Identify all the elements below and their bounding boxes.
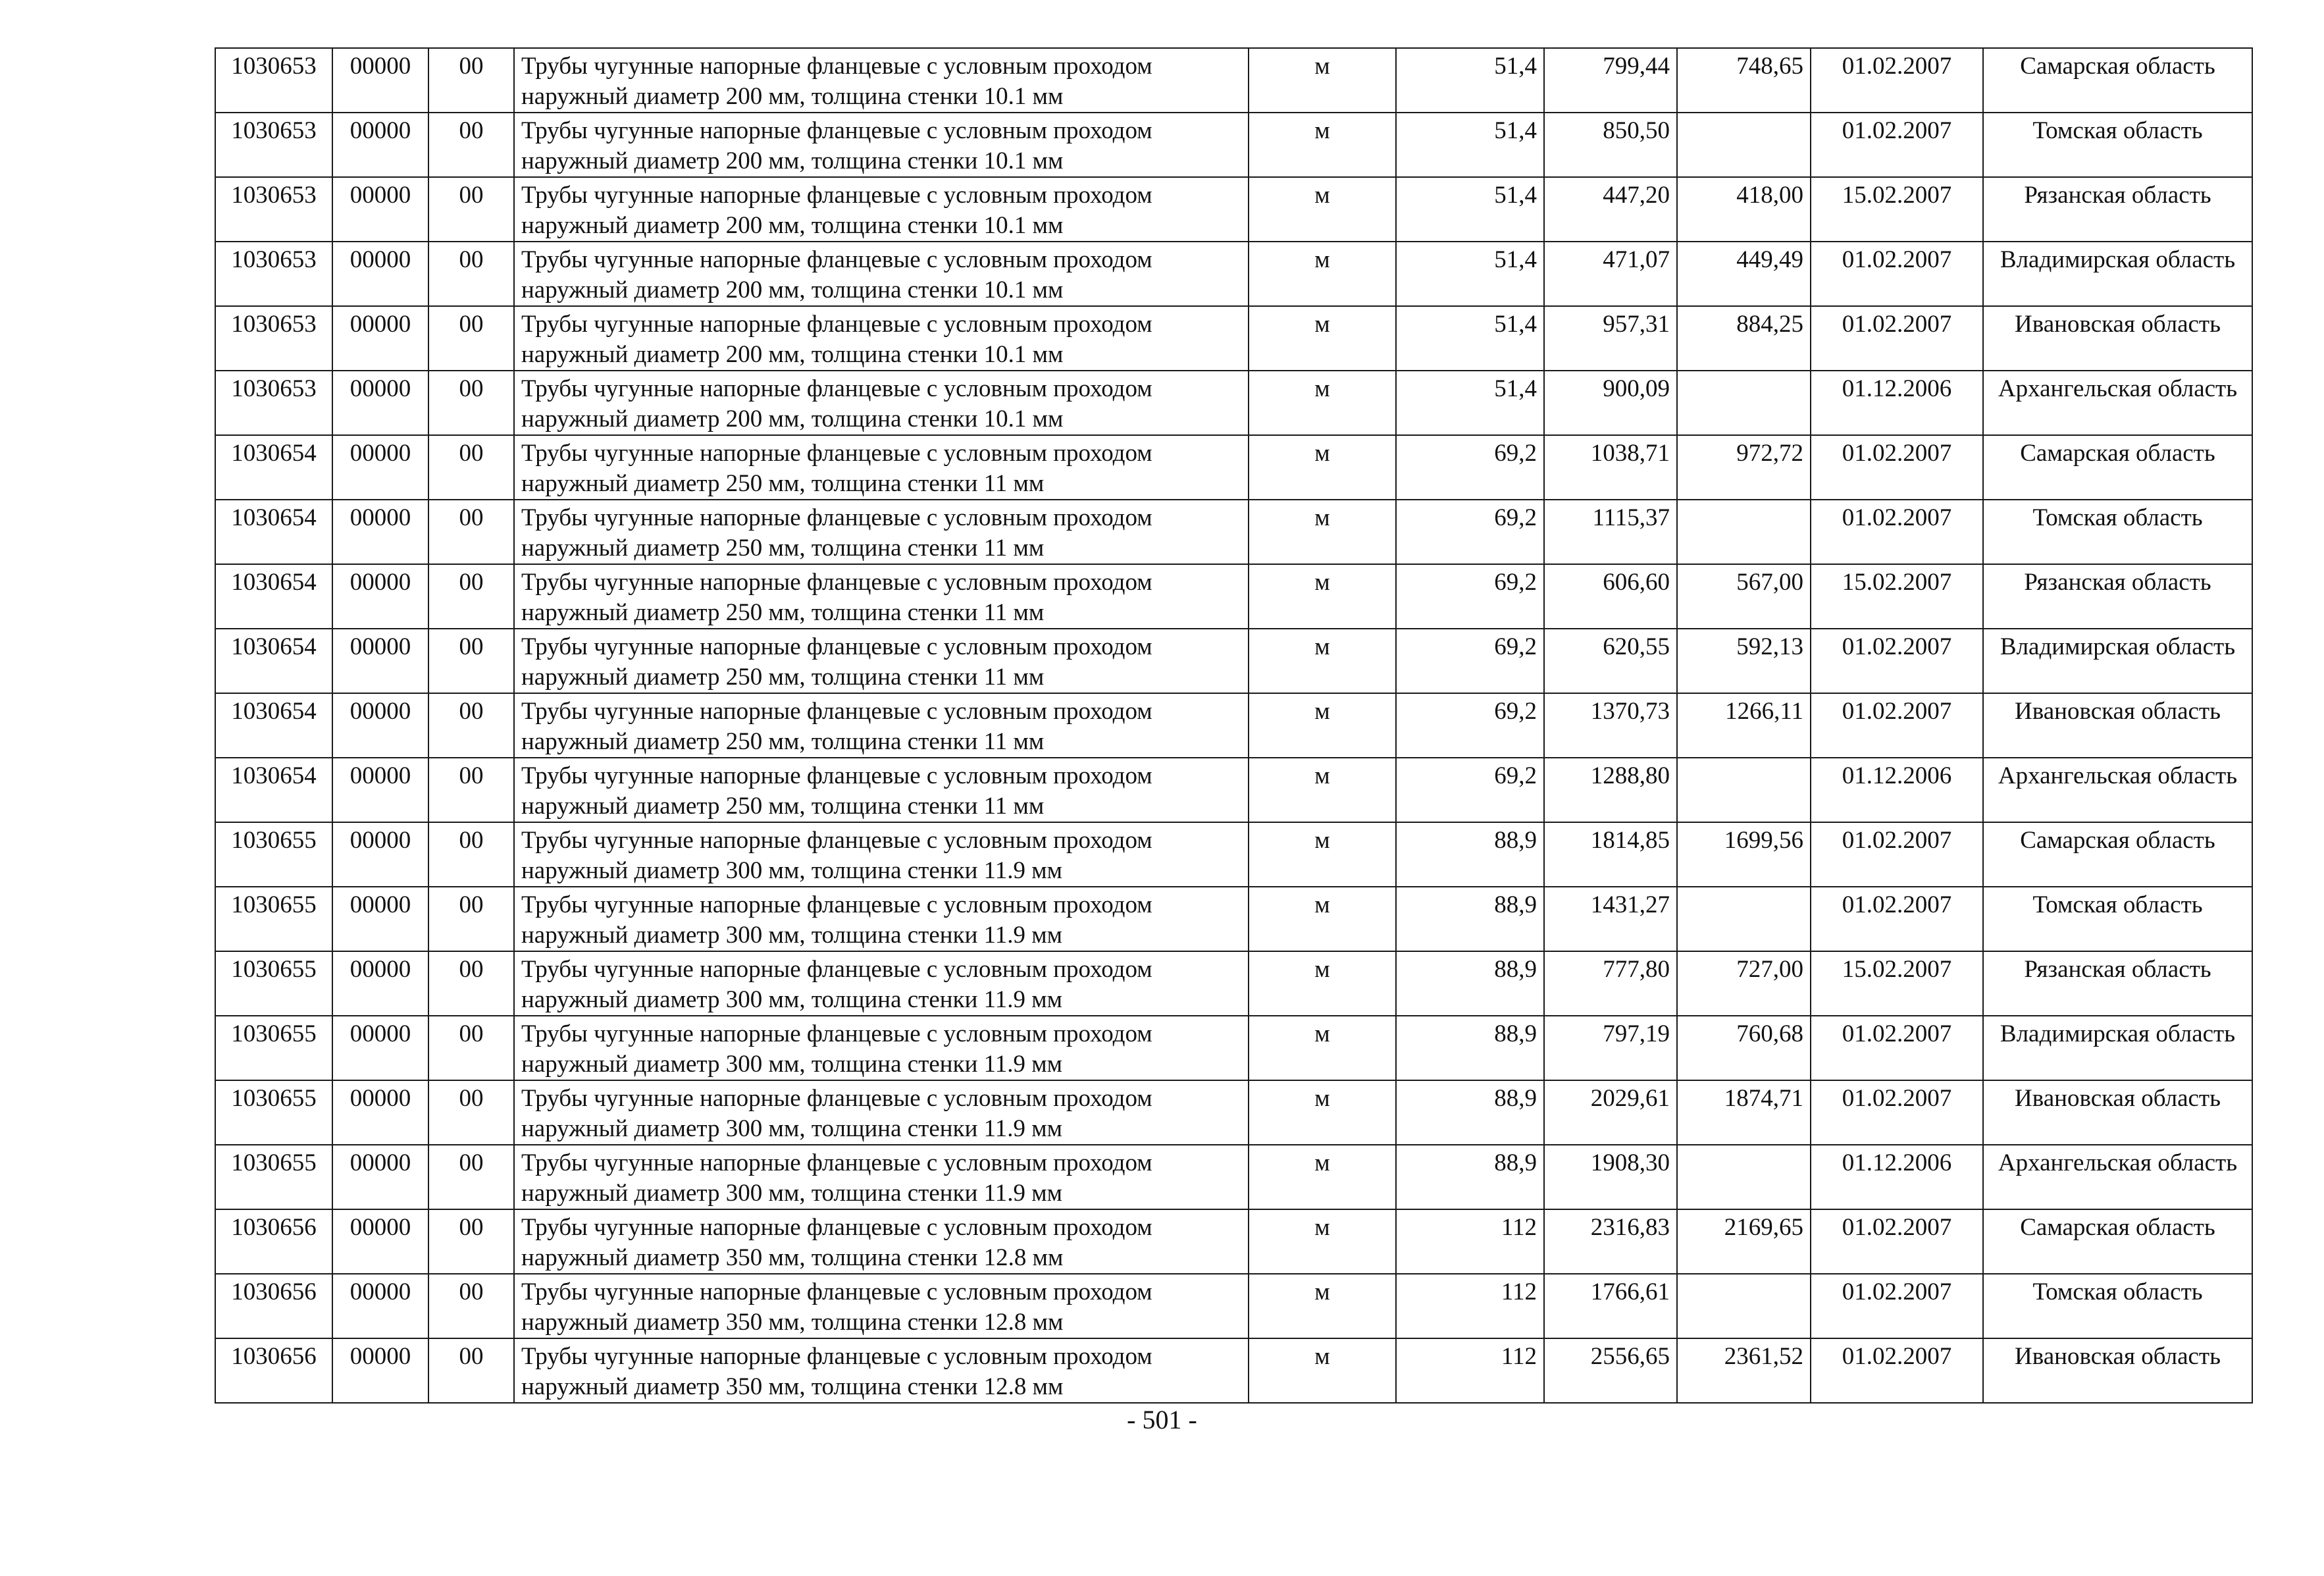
table-row xyxy=(215,306,2252,371)
price-alt-cell xyxy=(1677,1145,1811,1209)
table-row xyxy=(215,693,2252,758)
variant-code-cell: 00 xyxy=(428,758,514,822)
region-cell: Томская область xyxy=(1983,887,2252,951)
price-cell: 2556,65 xyxy=(1544,1338,1677,1403)
variant-code-cell: 00 xyxy=(428,887,514,951)
table-row xyxy=(215,1209,2252,1274)
weight-cell: 69,2 xyxy=(1396,435,1544,500)
price-alt-cell: 727,00 xyxy=(1677,951,1811,1016)
price-alt-cell: 760,68 xyxy=(1677,1016,1811,1080)
item-name-cell: Трубы чугунные напорные фланцевые с условным проходом наружный диаметр 250 мм, толщина стенки 11 мм xyxy=(514,435,1249,500)
page-number: - 501 - xyxy=(1127,1405,1197,1434)
variant-code-cell: 00 xyxy=(428,693,514,758)
sub-code-cell: 00000 xyxy=(332,1145,428,1209)
unit-cell: м xyxy=(1249,1016,1396,1080)
date-cell: 01.02.2007 xyxy=(1811,1274,1983,1338)
date-cell: 01.02.2007 xyxy=(1811,113,1983,177)
price-alt-cell: 567,00 xyxy=(1677,564,1811,629)
region-cell: Владимирская область xyxy=(1983,1016,2252,1080)
price-cell: 2029,61 xyxy=(1544,1080,1677,1145)
item-code-cell: 1030654 xyxy=(215,758,332,822)
region-cell: Самарская область xyxy=(1983,822,2252,887)
sub-code-cell: 00000 xyxy=(332,1274,428,1338)
item-name-cell: Трубы чугунные напорные фланцевые с условным проходом наружный диаметр 300 мм, толщина стенки 11.9 мм xyxy=(514,951,1249,1016)
date-cell: 15.02.2007 xyxy=(1811,951,1983,1016)
price-alt-cell: 2169,65 xyxy=(1677,1209,1811,1274)
table-body xyxy=(215,48,2252,1403)
date-cell: 01.02.2007 xyxy=(1811,1080,1983,1145)
unit-cell: м xyxy=(1249,887,1396,951)
region-cell: Владимирская область xyxy=(1983,629,2252,693)
item-name-cell: Трубы чугунные напорные фланцевые с условным проходом наружный диаметр 250 мм, толщина стенки 11 мм xyxy=(514,629,1249,693)
price-alt-cell xyxy=(1677,887,1811,951)
price-cell: 2316,83 xyxy=(1544,1209,1677,1274)
item-code-cell: 1030653 xyxy=(215,371,332,435)
date-cell: 01.02.2007 xyxy=(1811,693,1983,758)
variant-code-cell: 00 xyxy=(428,371,514,435)
region-cell: Самарская область xyxy=(1983,1209,2252,1274)
price-alt-cell xyxy=(1677,758,1811,822)
item-code-cell: 1030655 xyxy=(215,1145,332,1209)
item-name-cell: Трубы чугунные напорные фланцевые с условным проходом наружный диаметр 300 мм, толщина стенки 11.9 мм xyxy=(514,887,1249,951)
item-name-cell: Трубы чугунные напорные фланцевые с условным проходом наружный диаметр 350 мм, толщина стенки 12.8 мм xyxy=(514,1209,1249,1274)
table-row xyxy=(215,48,2252,113)
price-cell: 799,44 xyxy=(1544,48,1677,113)
item-code-cell: 1030653 xyxy=(215,242,332,306)
unit-cell: м xyxy=(1249,693,1396,758)
date-cell: 01.12.2006 xyxy=(1811,371,1983,435)
variant-code-cell: 00 xyxy=(428,500,514,564)
unit-cell: м xyxy=(1249,371,1396,435)
region-cell: Рязанская область xyxy=(1983,951,2252,1016)
variant-code-cell: 00 xyxy=(428,564,514,629)
date-cell: 01.02.2007 xyxy=(1811,629,1983,693)
variant-code-cell: 00 xyxy=(428,629,514,693)
weight-cell: 51,4 xyxy=(1396,177,1544,242)
price-alt-cell: 2361,52 xyxy=(1677,1338,1811,1403)
price-cell: 957,31 xyxy=(1544,306,1677,371)
price-alt-cell: 1874,71 xyxy=(1677,1080,1811,1145)
sub-code-cell: 00000 xyxy=(332,48,428,113)
table-row xyxy=(215,629,2252,693)
date-cell: 01.02.2007 xyxy=(1811,1338,1983,1403)
sub-code-cell: 00000 xyxy=(332,822,428,887)
region-cell: Ивановская область xyxy=(1983,693,2252,758)
unit-cell: м xyxy=(1249,1338,1396,1403)
table-row xyxy=(215,1080,2252,1145)
price-alt-cell xyxy=(1677,371,1811,435)
price-cell: 606,60 xyxy=(1544,564,1677,629)
region-cell: Владимирская область xyxy=(1983,242,2252,306)
item-code-cell: 1030654 xyxy=(215,435,332,500)
unit-cell: м xyxy=(1249,564,1396,629)
price-cell: 850,50 xyxy=(1544,113,1677,177)
date-cell: 01.02.2007 xyxy=(1811,1209,1983,1274)
price-cell: 1766,61 xyxy=(1544,1274,1677,1338)
variant-code-cell: 00 xyxy=(428,306,514,371)
price-alt-cell xyxy=(1677,500,1811,564)
item-name-cell: Трубы чугунные напорные фланцевые с условным проходом наружный диаметр 300 мм, толщина стенки 11.9 мм xyxy=(514,1080,1249,1145)
region-cell: Архангельская область xyxy=(1983,1145,2252,1209)
unit-cell: м xyxy=(1249,758,1396,822)
sub-code-cell: 00000 xyxy=(332,1338,428,1403)
sub-code-cell: 00000 xyxy=(332,242,428,306)
item-code-cell: 1030656 xyxy=(215,1274,332,1338)
date-cell: 01.02.2007 xyxy=(1811,48,1983,113)
weight-cell: 88,9 xyxy=(1396,887,1544,951)
price-cell: 900,09 xyxy=(1544,371,1677,435)
weight-cell: 51,4 xyxy=(1396,113,1544,177)
item-name-cell: Трубы чугунные напорные фланцевые с условным проходом наружный диаметр 250 мм, толщина стенки 11 мм xyxy=(514,564,1249,629)
item-code-cell: 1030655 xyxy=(215,951,332,1016)
region-cell: Ивановская область xyxy=(1983,306,2252,371)
date-cell: 01.12.2006 xyxy=(1811,758,1983,822)
sub-code-cell: 00000 xyxy=(332,564,428,629)
unit-cell: м xyxy=(1249,629,1396,693)
item-code-cell: 1030654 xyxy=(215,693,332,758)
region-cell: Самарская область xyxy=(1983,48,2252,113)
date-cell: 15.02.2007 xyxy=(1811,564,1983,629)
variant-code-cell: 00 xyxy=(428,951,514,1016)
price-cell: 620,55 xyxy=(1544,629,1677,693)
region-cell: Ивановская область xyxy=(1983,1080,2252,1145)
sub-code-cell: 00000 xyxy=(332,306,428,371)
date-cell: 01.02.2007 xyxy=(1811,822,1983,887)
table-row xyxy=(215,887,2252,951)
sub-code-cell: 00000 xyxy=(332,1080,428,1145)
price-table xyxy=(215,47,2253,1404)
sub-code-cell: 00000 xyxy=(332,693,428,758)
weight-cell: 69,2 xyxy=(1396,500,1544,564)
item-code-cell: 1030653 xyxy=(215,113,332,177)
sub-code-cell: 00000 xyxy=(332,1016,428,1080)
weight-cell: 51,4 xyxy=(1396,242,1544,306)
table-row xyxy=(215,1274,2252,1338)
item-name-cell: Трубы чугунные напорные фланцевые с условным проходом наружный диаметр 200 мм, толщина стенки 10.1 мм xyxy=(514,113,1249,177)
region-cell: Рязанская область xyxy=(1983,177,2252,242)
unit-cell: м xyxy=(1249,113,1396,177)
date-cell: 01.02.2007 xyxy=(1811,1016,1983,1080)
price-cell: 1288,80 xyxy=(1544,758,1677,822)
date-cell: 01.02.2007 xyxy=(1811,435,1983,500)
price-cell: 777,80 xyxy=(1544,951,1677,1016)
weight-cell: 88,9 xyxy=(1396,1016,1544,1080)
price-cell: 1370,73 xyxy=(1544,693,1677,758)
item-code-cell: 1030653 xyxy=(215,306,332,371)
region-cell: Томская область xyxy=(1983,113,2252,177)
date-cell: 15.02.2007 xyxy=(1811,177,1983,242)
variant-code-cell: 00 xyxy=(428,1209,514,1274)
unit-cell: м xyxy=(1249,1145,1396,1209)
region-cell: Ивановская область xyxy=(1983,1338,2252,1403)
region-cell: Архангельская область xyxy=(1983,371,2252,435)
table-row xyxy=(215,435,2252,500)
price-alt-cell: 748,65 xyxy=(1677,48,1811,113)
variant-code-cell: 00 xyxy=(428,177,514,242)
weight-cell: 69,2 xyxy=(1396,693,1544,758)
item-code-cell: 1030654 xyxy=(215,629,332,693)
item-code-cell: 1030656 xyxy=(215,1338,332,1403)
item-name-cell: Трубы чугунные напорные фланцевые с условным проходом наружный диаметр 200 мм, толщина стенки 10.1 мм xyxy=(514,177,1249,242)
item-name-cell: Трубы чугунные напорные фланцевые с условным проходом наружный диаметр 200 мм, толщина стенки 10.1 мм xyxy=(514,306,1249,371)
unit-cell: м xyxy=(1249,1274,1396,1338)
region-cell: Архангельская область xyxy=(1983,758,2252,822)
sub-code-cell: 00000 xyxy=(332,500,428,564)
weight-cell: 88,9 xyxy=(1396,951,1544,1016)
sub-code-cell: 00000 xyxy=(332,1209,428,1274)
unit-cell: м xyxy=(1249,1080,1396,1145)
weight-cell: 69,2 xyxy=(1396,758,1544,822)
table-row xyxy=(215,177,2252,242)
table-row xyxy=(215,500,2252,564)
sub-code-cell: 00000 xyxy=(332,758,428,822)
weight-cell: 69,2 xyxy=(1396,629,1544,693)
unit-cell: м xyxy=(1249,1209,1396,1274)
price-alt-cell: 1699,56 xyxy=(1677,822,1811,887)
table-row xyxy=(215,1016,2252,1080)
item-name-cell: Трубы чугунные напорные фланцевые с условным проходом наружный диаметр 300 мм, толщина стенки 11.9 мм xyxy=(514,1145,1249,1209)
price-cell: 471,07 xyxy=(1544,242,1677,306)
table-row xyxy=(215,564,2252,629)
variant-code-cell: 00 xyxy=(428,113,514,177)
variant-code-cell: 00 xyxy=(428,1274,514,1338)
sub-code-cell: 00000 xyxy=(332,113,428,177)
sub-code-cell: 00000 xyxy=(332,177,428,242)
unit-cell: м xyxy=(1249,242,1396,306)
variant-code-cell: 00 xyxy=(428,1016,514,1080)
sub-code-cell: 00000 xyxy=(332,435,428,500)
item-name-cell: Трубы чугунные напорные фланцевые с условным проходом наружный диаметр 250 мм, толщина стенки 11 мм xyxy=(514,758,1249,822)
date-cell: 01.02.2007 xyxy=(1811,887,1983,951)
variant-code-cell: 00 xyxy=(428,822,514,887)
unit-cell: м xyxy=(1249,500,1396,564)
item-name-cell: Трубы чугунные напорные фланцевые с условным проходом наружный диаметр 250 мм, толщина стенки 11 мм xyxy=(514,693,1249,758)
price-cell: 1115,37 xyxy=(1544,500,1677,564)
price-alt-cell: 449,49 xyxy=(1677,242,1811,306)
region-cell: Рязанская область xyxy=(1983,564,2252,629)
table-row xyxy=(215,822,2252,887)
price-alt-cell xyxy=(1677,1274,1811,1338)
unit-cell: м xyxy=(1249,822,1396,887)
item-code-cell: 1030655 xyxy=(215,822,332,887)
variant-code-cell: 00 xyxy=(428,1338,514,1403)
variant-code-cell: 00 xyxy=(428,435,514,500)
item-code-cell: 1030654 xyxy=(215,564,332,629)
item-name-cell: Трубы чугунные напорные фланцевые с условным проходом наружный диаметр 350 мм, толщина стенки 12.8 мм xyxy=(514,1338,1249,1403)
variant-code-cell: 00 xyxy=(428,1145,514,1209)
price-cell: 447,20 xyxy=(1544,177,1677,242)
date-cell: 01.02.2007 xyxy=(1811,500,1983,564)
table-row xyxy=(215,371,2252,435)
item-name-cell: Трубы чугунные напорные фланцевые с условным проходом наружный диаметр 300 мм, толщина стенки 11.9 мм xyxy=(514,822,1249,887)
date-cell: 01.02.2007 xyxy=(1811,306,1983,371)
weight-cell: 51,4 xyxy=(1396,48,1544,113)
price-alt-cell: 972,72 xyxy=(1677,435,1811,500)
date-cell: 01.02.2007 xyxy=(1811,242,1983,306)
variant-code-cell: 00 xyxy=(428,242,514,306)
variant-code-cell: 00 xyxy=(428,48,514,113)
weight-cell: 51,4 xyxy=(1396,371,1544,435)
unit-cell: м xyxy=(1249,435,1396,500)
price-alt-cell xyxy=(1677,113,1811,177)
weight-cell: 112 xyxy=(1396,1338,1544,1403)
item-code-cell: 1030653 xyxy=(215,177,332,242)
region-cell: Самарская область xyxy=(1983,435,2252,500)
table-row xyxy=(215,1145,2252,1209)
price-cell: 797,19 xyxy=(1544,1016,1677,1080)
sub-code-cell: 00000 xyxy=(332,887,428,951)
price-cell: 1038,71 xyxy=(1544,435,1677,500)
weight-cell: 88,9 xyxy=(1396,1080,1544,1145)
price-alt-cell: 418,00 xyxy=(1677,177,1811,242)
item-name-cell: Трубы чугунные напорные фланцевые с условным проходом наружный диаметр 200 мм, толщина стенки 10.1 мм xyxy=(514,242,1249,306)
unit-cell: м xyxy=(1249,48,1396,113)
price-alt-cell: 592,13 xyxy=(1677,629,1811,693)
item-name-cell: Трубы чугунные напорные фланцевые с условным проходом наружный диаметр 200 мм, толщина стенки 10.1 мм xyxy=(514,371,1249,435)
table-row xyxy=(215,113,2252,177)
item-code-cell: 1030655 xyxy=(215,1080,332,1145)
region-cell: Томская область xyxy=(1983,1274,2252,1338)
unit-cell: м xyxy=(1249,177,1396,242)
weight-cell: 112 xyxy=(1396,1209,1544,1274)
region-cell: Томская область xyxy=(1983,500,2252,564)
price-alt-cell: 884,25 xyxy=(1677,306,1811,371)
weight-cell: 88,9 xyxy=(1396,1145,1544,1209)
weight-cell: 51,4 xyxy=(1396,306,1544,371)
weight-cell: 69,2 xyxy=(1396,564,1544,629)
unit-cell: м xyxy=(1249,951,1396,1016)
weight-cell: 112 xyxy=(1396,1274,1544,1338)
item-code-cell: 1030653 xyxy=(215,48,332,113)
price-alt-cell: 1266,11 xyxy=(1677,693,1811,758)
table-row xyxy=(215,951,2252,1016)
weight-cell: 88,9 xyxy=(1396,822,1544,887)
variant-code-cell: 00 xyxy=(428,1080,514,1145)
table-row xyxy=(215,242,2252,306)
table-row xyxy=(215,758,2252,822)
price-cell: 1908,30 xyxy=(1544,1145,1677,1209)
item-code-cell: 1030655 xyxy=(215,887,332,951)
unit-cell: м xyxy=(1249,306,1396,371)
item-name-cell: Трубы чугунные напорные фланцевые с условным проходом наружный диаметр 250 мм, толщина стенки 11 мм xyxy=(514,500,1249,564)
item-code-cell: 1030654 xyxy=(215,500,332,564)
date-cell: 01.12.2006 xyxy=(1811,1145,1983,1209)
item-name-cell: Трубы чугунные напорные фланцевые с условным проходом наружный диаметр 200 мм, толщина стенки 10.1 мм xyxy=(514,48,1249,113)
price-cell: 1431,27 xyxy=(1544,887,1677,951)
table-row xyxy=(215,1338,2252,1403)
sub-code-cell: 00000 xyxy=(332,951,428,1016)
item-code-cell: 1030656 xyxy=(215,1209,332,1274)
sub-code-cell: 00000 xyxy=(332,629,428,693)
item-code-cell: 1030655 xyxy=(215,1016,332,1080)
item-name-cell: Трубы чугунные напорные фланцевые с условным проходом наружный диаметр 350 мм, толщина стенки 12.8 мм xyxy=(514,1274,1249,1338)
price-cell: 1814,85 xyxy=(1544,822,1677,887)
sub-code-cell: 00000 xyxy=(332,371,428,435)
item-name-cell: Трубы чугунные напорные фланцевые с условным проходом наружный диаметр 300 мм, толщина стенки 11.9 мм xyxy=(514,1016,1249,1080)
